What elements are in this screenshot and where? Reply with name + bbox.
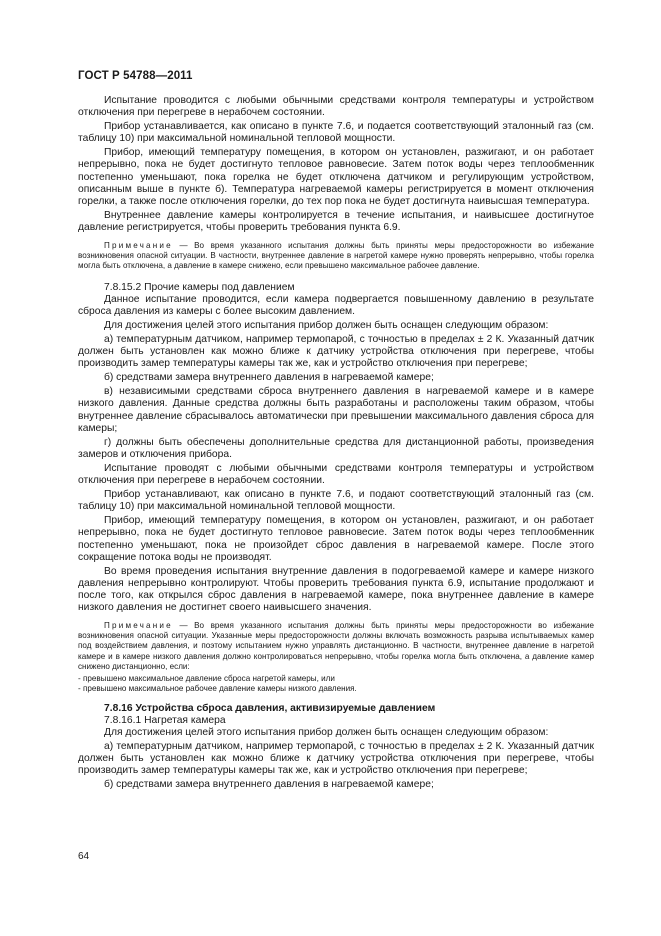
document-body <box>78 95 594 793</box>
body-paragraph: Во время проведения испытания внутренние давления в подогреваемой камере и камере низкого давления непрерывно контролируют. Чтобы проверить требования пункта 6.9, испытание продолжают и после того, как открылся сброс давления в нагреваемой камере, пока внутреннее давление в камере низкого давления не достигнет своего наивысшего значения. <box>78 565 594 613</box>
body-paragraph: Для достижения целей этого испытания прибор должен быть оснащен следующим образом: <box>104 726 549 738</box>
note-text: — Во время указанного испытания должны быть приняты меры предосторожности во избежание возникновения опасной ситуации. В частности, внутреннее давление в нагретой камере нужно проверять непрерывно, чтобы горелка могла быть отключена, а давление в камере снижено, если превышено максимальное рабочее давление. <box>78 241 594 271</box>
body-paragraph: Прибор устанавливают, как описано в пункте 7.6, и подают соответствующий эталонный газ (см. таблицу 10) при максимальной номинальной тепловой мощности. <box>78 489 594 513</box>
list-item: г) должны быть обеспечены дополнительные средства для дистанционной работы, произведения замеров и отключения прибора. <box>78 436 594 460</box>
note-text: — Во время указанного испытания должны быть приняты меры предосторожности во избежание возникновения опасной ситуации. Указанные меры предосторожности должны включать возможность разрыва испытываемых камер под воздействием давления, и поэтому испытанием нужно управлять дистанционно. В частности, внутреннее давление в нагретой камере и в камере низкого давления должно контролироваться непрерывно, чтобы горелка могла быть отключена, а давление камер снижено дистанционно, если: <box>78 621 594 671</box>
note-lead: Примечание <box>104 241 173 251</box>
note-list-item: - превышено максимальное давление сброса нагретой камеры, или <box>78 674 335 684</box>
note-list-item: - превышено максимальное рабочее давление камеры низкого давления. <box>78 684 357 694</box>
subsection-heading-7-8-16-1: 7.8.16.1 Нагретая камера <box>104 714 226 726</box>
list-item: б) средствами замера внутреннего давления в нагреваемой камере; <box>104 372 434 384</box>
body-paragraph: Для достижения целей этого испытания прибор должен быть оснащен следующим образом: <box>104 319 549 331</box>
list-item: а) температурным датчиком, например термопарой, с точностью в пределах ± 2 К. Указанный датчик должен быть установлен как можно ближе к датчику устройства отключения при перегреве, чтобы производить замер температуры камеры так же, как и устройство отключения при перегреве; <box>78 740 594 776</box>
note-lead: Примечание <box>104 621 173 631</box>
section-heading-7-8-15-2: 7.8.15.2 Прочие камеры под давлением <box>104 281 295 293</box>
note-2 <box>78 621 594 672</box>
body-paragraph: Испытание проводится с любыми обычными средствами контроля температуры и устройством отключения при перегреве в нерабочем состоянии. <box>78 95 594 119</box>
note-1 <box>78 241 594 272</box>
body-paragraph: Испытание проводят с любыми обычными средствами контроля температуры и устройством отключения при перегреве в нерабочем состоянии. <box>78 462 594 487</box>
body-paragraph: Данное испытание проводится, если камера подвергается повышенному давлению в результате сброса давления из камеры с более высоким давлением. <box>78 293 594 317</box>
section-heading-7-8-16: 7.8.16 Устройства сброса давления, активизируемые давлением <box>104 702 436 714</box>
list-item: в) независимыми средствами сброса внутреннего давления в нагреваемой камере и в камере низкого давления. Данные средства должны быть разработаны и расположены таким образом, чтобы внутреннее давление сбрасывалось автоматически при превышении максимального давления сброса для камеры; <box>78 386 594 434</box>
document-header: ГОСТ Р 54788—2011 <box>78 70 193 82</box>
body-paragraph: Прибор устанавливается, как описано в пункте 7.6, и подается соответствующий эталонный газ (см. таблицу 10) при максимальной номинальной тепловой мощности. <box>78 121 594 145</box>
body-paragraph: Внутреннее давление камеры контролируется в течение испытания, и наивысшее достигнутое давление регистрируется, чтобы проверить требования пункта 6.9. <box>78 209 594 233</box>
list-item: а) температурным датчиком, например термопарой, с точностью в пределах ± 2 К. Указанный датчик должен быть установлен как можно ближе к датчику устройства отключения при перегреве, чтобы производить замер температуры камеры так же, как и устройство отключения при перегреве; <box>78 334 594 370</box>
page-number: 64 <box>78 851 90 862</box>
list-item: б) средствами замера внутреннего давления в нагреваемой камере; <box>104 779 434 791</box>
body-paragraph: Прибор, имеющий температуру помещения, в котором он установлен, разжигают, и он работает непрерывно, пока не будет достигнуто тепловое равновесие. Затем поток воды через теплообменник постепенно уменьшают, пока горелка не будет отключена датчиком и регулирующим устройством, описанным выше в пункте б). Температура нагреваемой камеры регистрируется в момент отключения горелки, а также после отключения горелки, до тех пор пока не будет достигнута наивысшая температура. <box>78 147 594 207</box>
body-paragraph: Прибор, имеющий температуру помещения, в котором он установлен, разжигают, и он работает непрерывно, пока не будет достигнуто тепловое равновесие. Затем поток воды через теплообменник постепенно уменьшают, пока не произойдет сброс давления в нагреваемой камере. После этого сокращение потока воды не производят. <box>78 515 594 563</box>
